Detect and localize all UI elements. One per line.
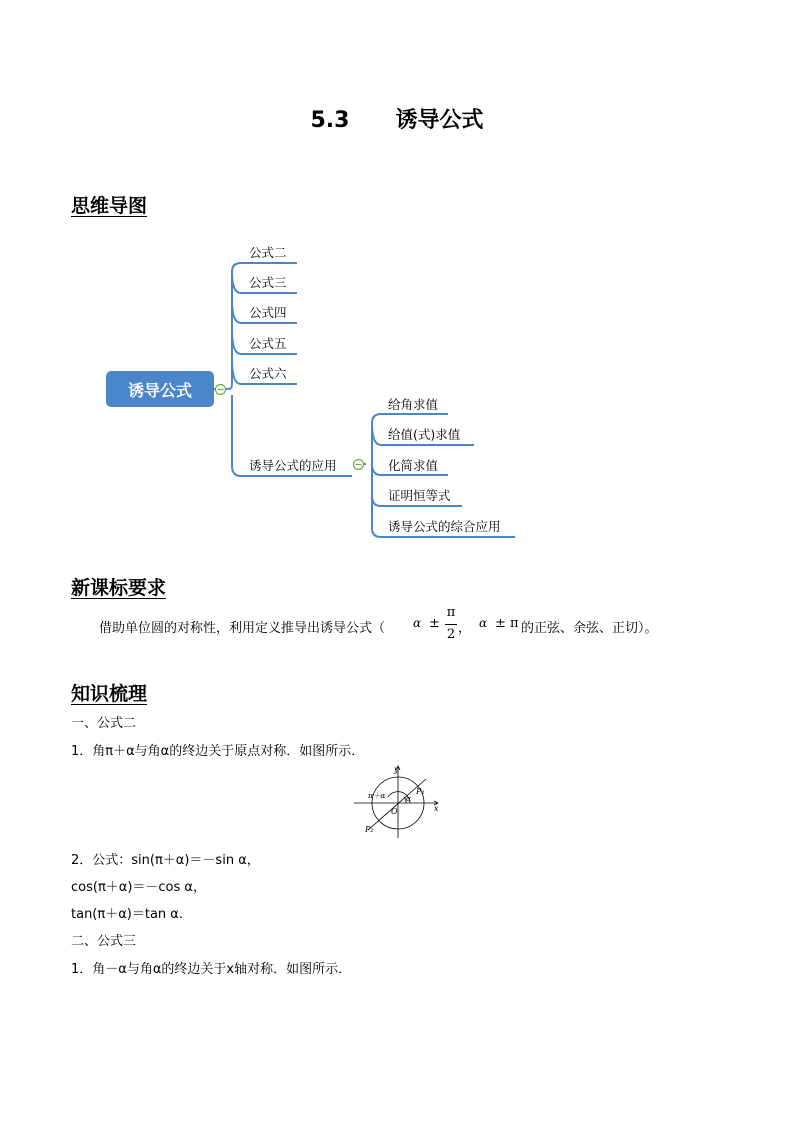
unit-circle-figure bbox=[350, 762, 445, 840]
part1-item2: 2．公式：sin(π＋α)＝－sin α， bbox=[71, 853, 260, 868]
mindmap-connectors bbox=[0, 0, 794, 560]
mindmap-node-given-value[interactable]: 给值(式)求值 bbox=[388, 427, 461, 442]
title-number: 5.3 bbox=[310, 108, 350, 133]
formula-cos: cos(π＋α)＝－cos α， bbox=[71, 880, 206, 895]
mindmap-node-angle-value[interactable]: 给角求值 bbox=[388, 397, 439, 412]
part2-item1: 1．角－α与角α的终边关于x轴对称．如图所示． bbox=[71, 962, 352, 977]
plus-minus-symbol: ± bbox=[429, 616, 440, 631]
fraction-bar bbox=[445, 624, 457, 625]
mindmap-node-formula-3[interactable]: 公式三 bbox=[249, 275, 287, 290]
fraction-numerator: π bbox=[446, 605, 456, 620]
fraction-denominator: 2 bbox=[446, 627, 456, 642]
plus-minus-symbol-2: ± bbox=[495, 616, 506, 631]
figure-label-p1: P₁ bbox=[416, 787, 425, 796]
pi-symbol: π bbox=[510, 616, 519, 631]
part1-item1: 1．角π＋α与角α的终边关于原点对称．如图所示． bbox=[71, 744, 365, 759]
mindmap-node-application[interactable]: 诱导公式的应用 bbox=[249, 458, 337, 473]
figure-label-y: y bbox=[394, 765, 399, 774]
mindmap-node-formula-5[interactable]: 公式五 bbox=[249, 336, 287, 351]
standards-text-after: 的正弦、余弦、正切）。 bbox=[521, 621, 658, 636]
figure-label-p2: P₂ bbox=[365, 825, 374, 834]
mindmap-root[interactable]: 诱导公式 bbox=[106, 371, 214, 407]
mindmap-node-formula-4[interactable]: 公式四 bbox=[249, 305, 287, 320]
figure-label-x: x bbox=[434, 804, 439, 813]
part2-heading: 二、公式三 bbox=[71, 934, 137, 949]
standards-text-before: 借助单位圆的对称性，利用定义推导出诱导公式（ bbox=[99, 621, 386, 636]
alpha-symbol-2: α bbox=[479, 616, 488, 630]
mindmap-node-prove-identity[interactable]: 证明恒等式 bbox=[388, 488, 451, 503]
alpha-symbol: α bbox=[413, 616, 422, 630]
standards-comma: ， bbox=[458, 621, 472, 636]
part1-heading: 一、公式二 bbox=[71, 716, 137, 731]
mindmap-node-formula-2[interactable]: 公式二 bbox=[249, 245, 287, 260]
figure-label-pi-alpha: π＋α bbox=[368, 791, 386, 800]
knowledge-heading: 知识梳理 bbox=[71, 683, 148, 705]
figure-label-alpha: α bbox=[406, 794, 412, 803]
mindmap-heading: 思维导图 bbox=[71, 195, 148, 217]
collapse-icon[interactable] bbox=[214, 383, 227, 396]
mindmap-node-formula-6[interactable]: 公式六 bbox=[249, 366, 287, 381]
collapse-icon[interactable] bbox=[352, 458, 365, 471]
mindmap-node-comprehensive[interactable]: 诱导公式的综合应用 bbox=[388, 519, 501, 534]
standards-heading: 新课标要求 bbox=[71, 577, 167, 599]
figure-label-o: O bbox=[391, 807, 398, 816]
mindmap-node-simplify[interactable]: 化简求值 bbox=[388, 458, 439, 473]
title-text: 诱导公式 bbox=[395, 108, 484, 133]
formula-tan: tan(π＋α)＝tan α. bbox=[71, 907, 183, 922]
